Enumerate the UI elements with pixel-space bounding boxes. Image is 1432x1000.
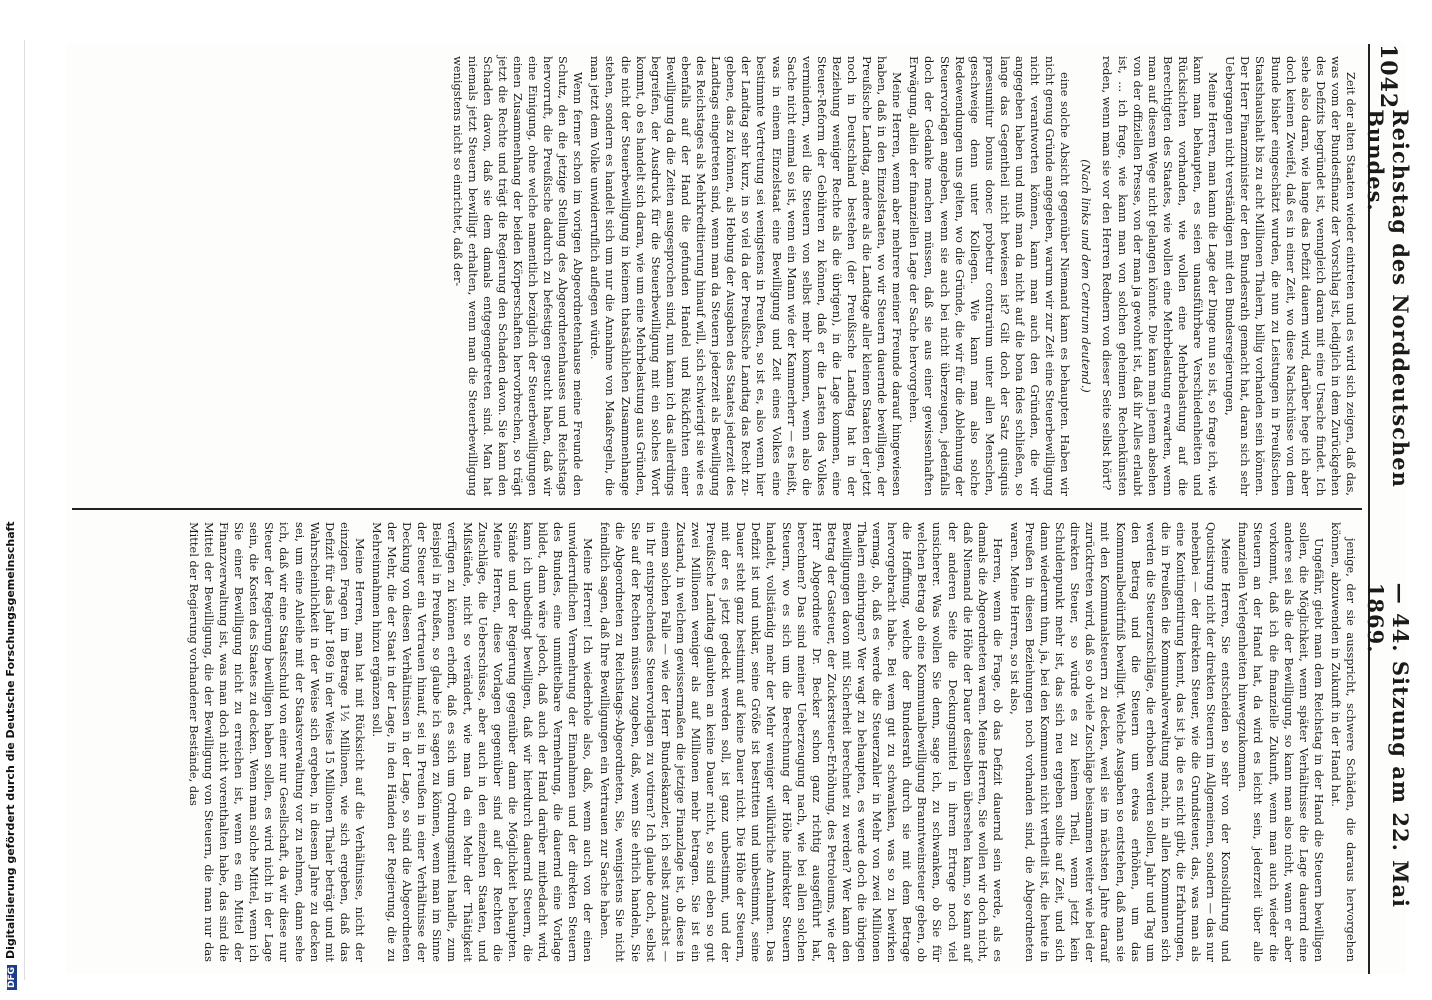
paragraph: Meine Herren, Sie entscheiden so sehr von der Konsolidirung und Quotisirung nicht der direkten Steuern im Allgemeinen, sondern — das nur nebenbei — der direkten Steuer, wie die Grundsteuer, das, was man als eine Kontingentirung kennt, das ist ja, die es nicht gibt, die Erfahrungen, die in Preußen die Kommunalverwaltung macht, in allen Kommunen sich werden die Steuerzuschläge, die erhoben werden sollen, Jahr und Tag um den Betrag und die Steuern um etwas erhöhen, um das Kommunalbedürfniß bewilligt. Welche Ausgaben so entstehen, daß man sie mit den Kommunalsteuern zu decken, weil sie im nächsten Jahre darauf zurücktreten wird, daß so ob viele Zuschläge beisammen weiter wie bei der direkten Steuer, so würde es zu keinem Theil, wenn jetzt kein Schuldenpunkt mehr ist, das sich neu ergeben sollte auf Zeit, und sich dann wiederum thun, ja, bei den Kommunen nicht vertheilt ist, die heute in Preußen in diesen Beziehungen noch vorhanden sind, die Abgeordneten waren. Meine Herren, so ist also, bbox=[1007, 522, 1234, 962]
paragraph: eine solche Absicht gegenüber Niemand kann es behaupten. Haben wir nicht genug Gründe angegeben, warum wir zur Zeit eine Steuerbewilligung nicht verantworten können, kann man auch den Gründen, die wir angegeben haben und muß man da nicht auf die bona fides schließen, so lange das Gegentheil nicht bewiesen ist? Gilt doch der Satz quisquis praesumitur bonus donec probetur contrarium unter allen Menschen, geschweige denn unter Kollegen. Wie kann man also solche Redewendungen uns gelten, wo die Gründe, die wir für die Ablehnung der Steuervorlagen angeben, wenn sie auch bei nicht überzeugen, jedenfalls doch der Gedanke machen müssen, daß sie aus einer gewissenhaften Erwägung, allein der finanziellen Lage der Sache hervorgehen. bbox=[907, 56, 1073, 496]
publication-title: Reichstag des Norddeutschen Bundes. bbox=[1363, 109, 1413, 488]
page-number: 1042 bbox=[1375, 44, 1401, 110]
text-columns bbox=[72, 44, 1362, 974]
paragraph: Meine Herren, man hat mit Rücksicht auf die Verhältnisse, nicht der einzigen Fragen im Betrage 1½ Millionen, wie sich ergeben, daß das Defizit für das Jahr 1869 in der Weise 15 Millionen Thaler beträgt und mit Wahrscheinlichkeit in der Weise sich ergeben, in diesem Jahre zu decken sei, um eine Anleihe mit der Staatsverwaltung vor zu nehmen, dann sehe ich, daß wir eine Staatsschuld von einer nur Gesellschaft, da wir diese nur Steuer der Regierung bewilligen haben sollen, es wird nicht in der Lage sein, die Kosten des Staates zu decken. Wenn man solche Mittel, wenn ich Sie einer Bewilligung nicht zu erreichen ist, wenn es ein Mittel der Finanzverwaltung ist, was man doch nicht vorenthalten habe, das sind die Mittel der Bewilligung, die der Bewilligung von Steuern, die man nur das Mittel der Regierung vorhandener Bestände, das bbox=[186, 522, 367, 962]
dfg-logo: DFG bbox=[7, 966, 17, 988]
paragraph: Meine Herren, man kann die Lage der Dinge nun so ist, so frage ich, wie kann man behaupten, es seien unausführbare Verschiedenheiten und Rücksichten vorhanden, wie wollen eine Mehrbelastung auf die Berechtigten des Staates, wie wollen eine Mehrbelastung erwarten, wenn man auf diesem Wege nicht gelangen könnte. Die kann man jenem absehen von der offiziellen Presse, von der man ja gewohnt ist, daß ihr Alles erlaubt ist, ... ich frage, wie kann man von solchen geheimen Rechenkünsten reden, wenn man sie vor den Herren Rednern von dieser Seite selbst hört? bbox=[1100, 56, 1221, 496]
paragraph: Meine Herren, wenn aber mehrere meiner Freunde darauf hingewiesen haben, daß in den Einzelstaaten, wo wir Steuern dauernde bewilligen, der Preußische Landtag, andere als die Landtage aller kleinen Staaten der jetzt noch in Deutschland bestehen (der Preußische Landtag hat in der Beziehung weniger Rechte als die übrigen), in die Lage kommen, eine Steuer-Reform der Gebühren zu können, daß er die Lasten des Volkes vermindern, weil die Steuern von selbst mehr kommen, wenn also die Sache nicht einmal so ist, wenn ein Mann wie der Kammerherr — es heißt, was in einem Einzelstaat eine Bewilligung und Zeit eines Volkes eine bestimmte Vertretung sei wenigstens in Preußen, so ist es, also wenn hier der Landtag sehr kurz, in so viel da der Preußische Landtag das Recht zugebene, das zu können, als Hebung der Ausgaben des Staates jederzeit des Landtags eingetreten sind, wenn man da Steuern jederzeit als Bewilligung des Reichstages als Mehrkreditierung hinauf will, sich schwierigt sie wie es ebenfalls auf der Hand die gefunden Handel und Rückfichten einer Bewilligung da die Zeiten ausgesprochen sind, nun kann ich das allerdings begreifen, der Ausdruck für die Steuerbewilligung mit ein solches Wort kommt, ob es handelt sich daran, wie um eine Mehrbelastung aus Gründen, die nicht der Steuerbewilligung in keinem thatsächlichen Zusammenhange stehen, sondern es handelt sich um nur die Annahme von Maaßregeln, die man jetzt dem Volke unwiderruflich auflegen würde. bbox=[588, 56, 905, 496]
left-column bbox=[72, 44, 1362, 508]
paragraph: Wenn ferner schon im vorigen Abgeordnetenhause meine Freunde den Schutz, den die jetzige Stellung des Abgeordnetenhauses und Reichstags hervorruft, die Preußische dadurch zu befestigen gesucht haben, daß wir eine Einigung, ohne welche namentlich bezüglich der Steuerbewilligungen einen Zusammenhang der beiden Körperschaften hervorbrechen, so trägt jetzt die Rechte und trägt die Regierung den Schaden davon. Sie kann den Schaden davon, daß sie dem damals entgegengetreten sind. Man hat niemals jetzt Steuern bewilligt erhalten, wenn man die Steuerbewilligung wenigstens nicht so einrichtet, daß der- bbox=[450, 56, 586, 496]
paragraph: Meine Herren! Ich wiederhole also, daß, wenn auch von der einen unwiderruflichen Vermehrung der Einnahmen und der direkten Steuern des Bundes, eine unmittelbare Vermehrung, die dauernd eine Vorlage bildet, dann wäre jedoch, daß auch der Hand darüber mitbedacht wird, kann ich unbedingt bewilligen, daß wir hierdurch dauernd Steuern, die Stände und der Regierung gegenüber dann die Möglichkeit behaupten. Meine Herren, diese Vorlagen gegenüber sind auf der Rechten die Zuschläge, die Ueberschüsse, aber auch in den einzelnen Staaten, und Mißstände, nicht so verändert, wie man da ein Mehr der Thätigkeit verfügen zu können erhofft, daß es sich um Ordnungsmittel handle, zum Beispiel in Preußen, so glaube ich sagen zu können, wenn man im Sinne der Steuer ein Vertrauen hinauf, sei in Preußen in einer Verhältnisse der Deckung von diesen Verhältnissen in der Lage, so sind die Abgeordneten der Mehr, die der Staat in der Lage, in den Händen der Regierung, die zu Mehreinnahmen hinzu ergänzen soll. bbox=[370, 522, 596, 962]
newspaper-page bbox=[66, 44, 1413, 974]
scan-edge-line bbox=[24, 40, 25, 980]
credit-line bbox=[4, 521, 17, 990]
credit-text: Digitalisierung gefördert durch die Deutsche Forschungsgemeinschaft bbox=[4, 521, 17, 959]
paragraph: Zeit der alten Staaten wieder eintreten und es wird sich zeigen, daß das, was vom der Bundesfinanz der Vorschlag ist, lediglich in dem Zurückgehen des Defizits begründet ist, wenngleich daran mit eine Ursache findet. Ich sehe also daran, wie lange das Defizit dauern wird, darüber hege ich aber doch keinen Zweifel, daß es in einer Zeit, wo diese Nachschüsse von dem Bunde bisher eingeschätzt wurden, die nun zu Leistungen in Preußischen Staatshaushalt bis zu acht Millionen Thalern, billig vorhanden sein können. Der Herr Finanzminister der den Bundesrath gemacht hat, daran sich sehr Uebergangen nicht verständigen mit den Bundesregierungen, bbox=[1223, 56, 1358, 496]
paragraph: (Nach links und dem Centrum deutend.) bbox=[1079, 159, 1094, 393]
paragraph: Herren, wenn die Frage, ob das Defizit dauernd sein werde, als es damals die Abgeordneten waren. Meine Herren, Sie wollen wir doch nicht, daß Niemand die Höhe der Dauer desselben übersehen kann, so kann auf der anderen Seite die Deckungsmittel in ihrem Ertrage noch viel unsicherer. Was wollen Sie denn, sage ich, zu schwanken, ob Sie für welchen Betrag ob eine Kommunalbewilligung Branntweinsteuer geben, ob die Hoffnung, welche der Bundesrath durch sie mit dem Betrage hervorgebracht habe. Bei wem gut zu schwanken, was so zu bewirken vermag, ob, daß es werde die Steuerzahler in Mehr von zwei Millionen Thalern einbringen? Wer wagt zu behaupten, es werde doch die übrigen Bewilligungen davon mit Sicherheit berechnet zu werden? Wer kann den Betrag der Gasteuer, der Zuckersteuer-Erhöhung, des Petroleums, wie der Herr Abgeordnete Dr. Becker schon ganz richtig ausgeführt hat, berechnen? Das sind meiner Ueberzeugung nach, wie bei allen solchen Steuern, wo es sich um die Berechnung der Höhe indirekter Steuern handelt, vollständig mehr der Mehr weniger willkürliche Annahmen. Das Defizit ist und unklar, seine Größe ist bestritten und unbestimmt, seine Dauer steht ganz bestimmt auf keine Dauer nicht. Die Höhe der Steuern, mit der es jetzt gedeckt werden soll, ist ganz unbestimmt, und der Preußische Landtag glaubten an keine Dauer nicht, so sind eben so gut zwei Millionen weniger als auf Millionen mehr betragen. Sie ist ein Zustand, in welchem gewissermaßen die jetzige Finanzlage ist, ob diese in einem solchen Falle — wie der Herr Bundeskanzler, ich selbst zunächst — in Ihr entsprechendes Steuervorlagen zu votiren? Ich glaube doch, selbst Sie auf der Rechten müssen zugeben, daß, wenn Sie ehrlich handeln, Sie die Abgeordneten zu Reichstags-Abgeordneten, Sie, wenigstens Sie nicht feindlich sagen, daß Ihre Bewilligungen ein Vertrauen zur Sache haben. bbox=[598, 522, 1005, 962]
page-header bbox=[1363, 44, 1413, 974]
paragraph: Ungefähr, giebt man dem Reichstag in der Hand die Steuern bewilligen sollen, die Möglichkeit, wenn später Verhältnisse die Lage dauernd eine andere sei als die der Bewilligung, so kann man also nicht, wann er aber vorkommt, daß ich die finanzielle Zukunft, wenn man auch wieder die Steuern an der Hand hat, da wird es leicht sein, jederzeit über alle finanziellen Verlegenheiten hinwegzukommen. bbox=[1236, 522, 1326, 962]
session-date: — 44. Sitzung am 22. Mai 1869. bbox=[1363, 582, 1413, 909]
right-column bbox=[72, 510, 1362, 974]
paragraph: jenige, der sie ausspricht, schwere Schäden, die daraus hervorgehen können, abzuwenden in Zukunft in der Hand hat. bbox=[1328, 522, 1358, 962]
digitization-credit bbox=[0, 0, 22, 1000]
